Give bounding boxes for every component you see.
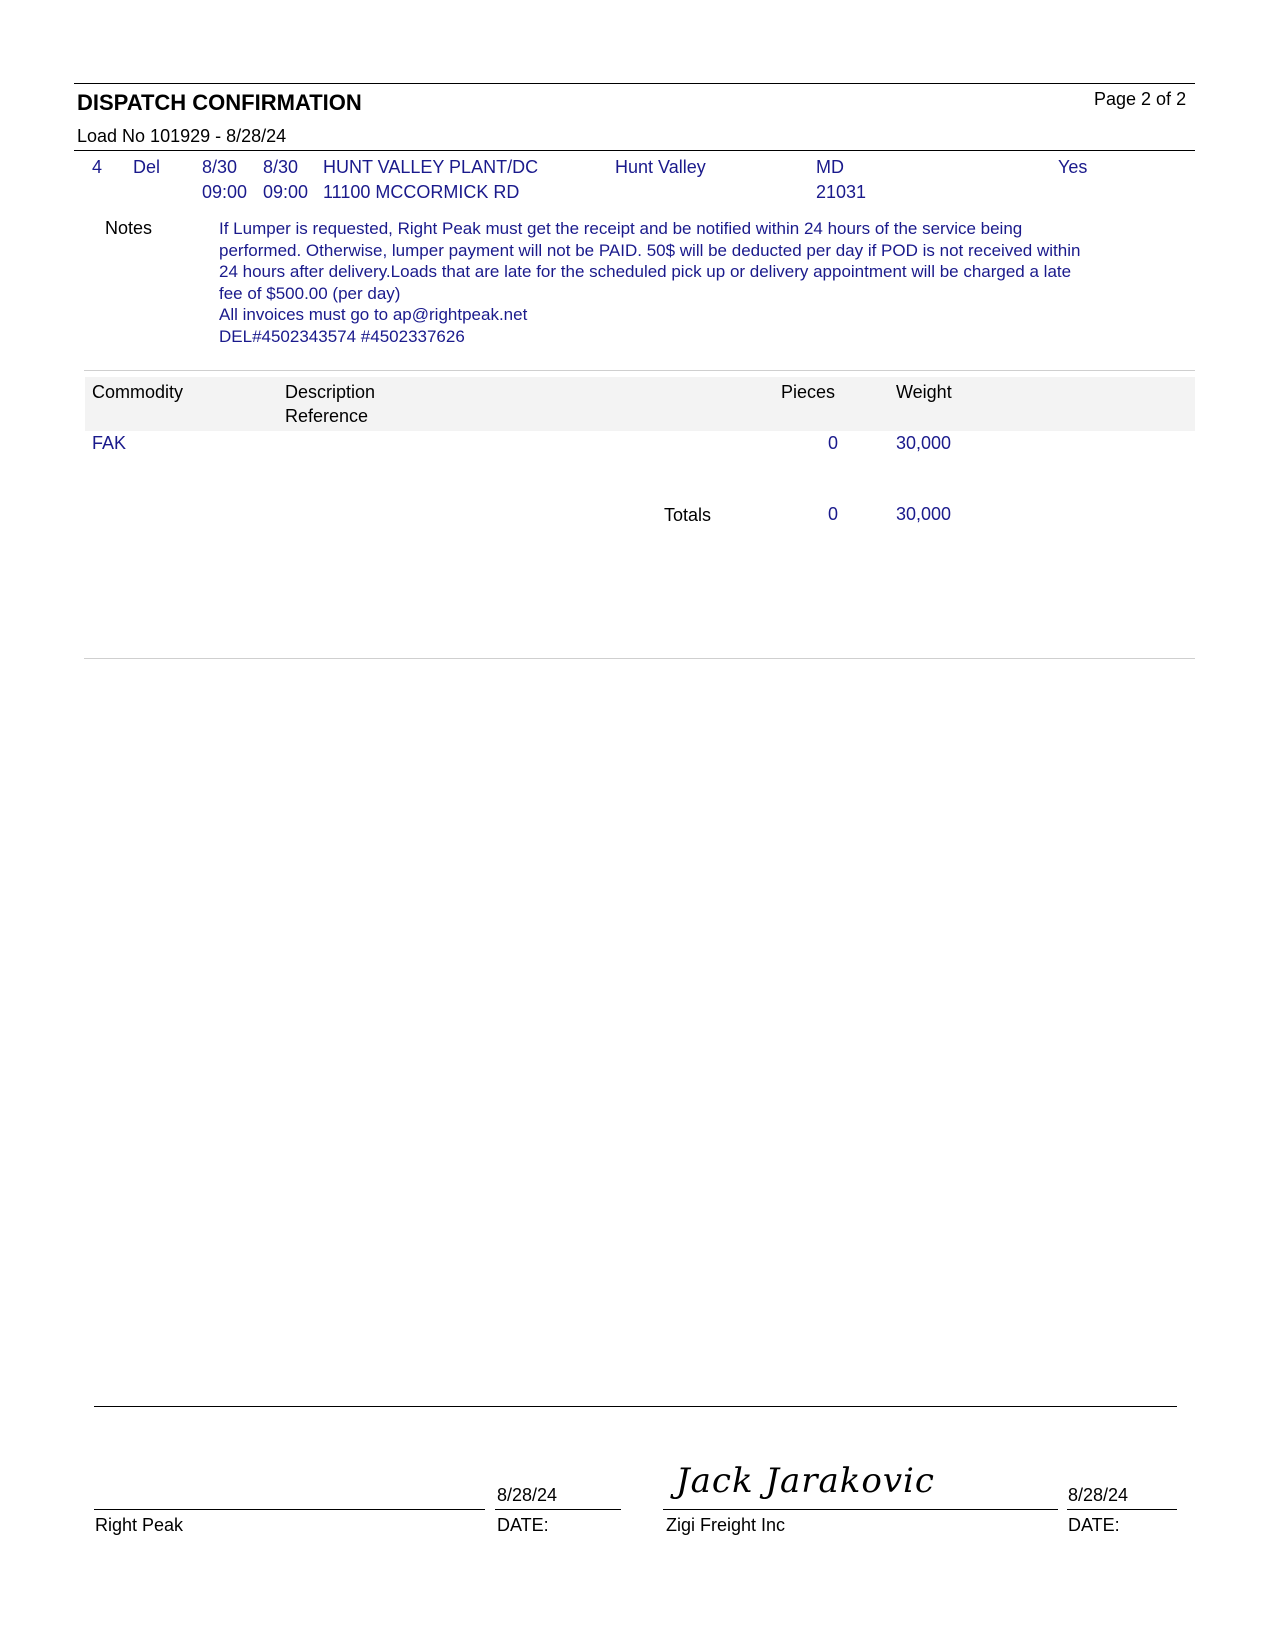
- stop-date-start: 8/30: [202, 157, 238, 177]
- handwritten-signature: Jack Jarakovic: [676, 1461, 935, 1501]
- commodity-header-band: [85, 377, 1195, 431]
- left-date-line: [495, 1509, 621, 1510]
- stop-location-name: HUNT VALLEY PLANT/DC: [323, 157, 539, 177]
- stop-state: MD: [816, 157, 844, 177]
- stop-flag: Yes: [1058, 157, 1088, 177]
- totals-pieces: 0: [827, 504, 838, 524]
- notes-del-line: DEL#4502343574 #4502337626: [219, 326, 465, 346]
- notes-body: [219, 218, 1179, 347]
- page-title: DISPATCH CONFIRMATION: [77, 90, 362, 115]
- load-number: Load No 101929 - 8/28/24: [77, 126, 287, 146]
- left-date-label: DATE:: [497, 1515, 549, 1535]
- right-party-name: Zigi Freight Inc: [666, 1515, 786, 1535]
- stop-address: 11100 MCCORMICK RD: [323, 182, 520, 202]
- commodity-header-weight: Weight: [896, 382, 952, 402]
- right-signature-line: [663, 1509, 1058, 1510]
- notes-label: Notes: [105, 218, 153, 238]
- totals-weight: 30,000: [896, 504, 952, 524]
- commodity-bottom-rule: [84, 658, 1195, 659]
- commodity-top-rule: [84, 370, 1195, 371]
- commodity-header-description: Description: [285, 382, 376, 402]
- stop-number: 4: [92, 157, 103, 177]
- right-date-label: DATE:: [1068, 1515, 1120, 1535]
- right-date-value: 8/28/24: [1068, 1485, 1129, 1505]
- stop-time-end: 09:00: [263, 182, 309, 202]
- stop-zip: 21031: [816, 182, 867, 202]
- signature-top-rule: [94, 1406, 1177, 1407]
- stop-date-end: 8/30: [263, 157, 299, 177]
- notes-line: performed. Otherwise, lumper payment will not be PAID. 50$ will be deducted per day if POD is not received within: [219, 240, 1081, 260]
- header-bottom-rule: [74, 150, 1195, 151]
- commodity-header-pieces: Pieces: [781, 382, 836, 402]
- notes-line: 24 hours after delivery.Loads that are late for the scheduled pick up or delivery appointment will be charged a late: [219, 262, 1072, 281]
- left-signature-line: [94, 1509, 485, 1510]
- notes-line: fee of $500.00 (per day): [219, 283, 401, 303]
- stop-city: Hunt Valley: [615, 157, 706, 177]
- header-top-rule: [74, 83, 1195, 84]
- weight-cell: 30,000: [896, 433, 952, 453]
- pieces-cell: 0: [827, 433, 838, 453]
- notes-line: If Lumper is requested, Right Peak must get the receipt and be notified within 24 hours of the service being: [219, 219, 1023, 238]
- stop-time-start: 09:00: [202, 182, 248, 202]
- left-date-value: 8/28/24: [497, 1485, 558, 1505]
- notes-email-line: All invoices must go to ap@rightpeak.net: [219, 305, 528, 324]
- stop-type: Del: [133, 157, 161, 177]
- commodity-cell: FAK: [92, 433, 127, 453]
- commodity-header-reference: Reference: [285, 406, 369, 426]
- right-date-line: [1067, 1509, 1177, 1510]
- commodity-header-commodity: Commodity: [92, 382, 184, 402]
- page-number: Page 2 of 2: [1094, 89, 1187, 109]
- totals-label: Totals: [664, 505, 712, 525]
- left-party-name: Right Peak: [95, 1515, 184, 1535]
